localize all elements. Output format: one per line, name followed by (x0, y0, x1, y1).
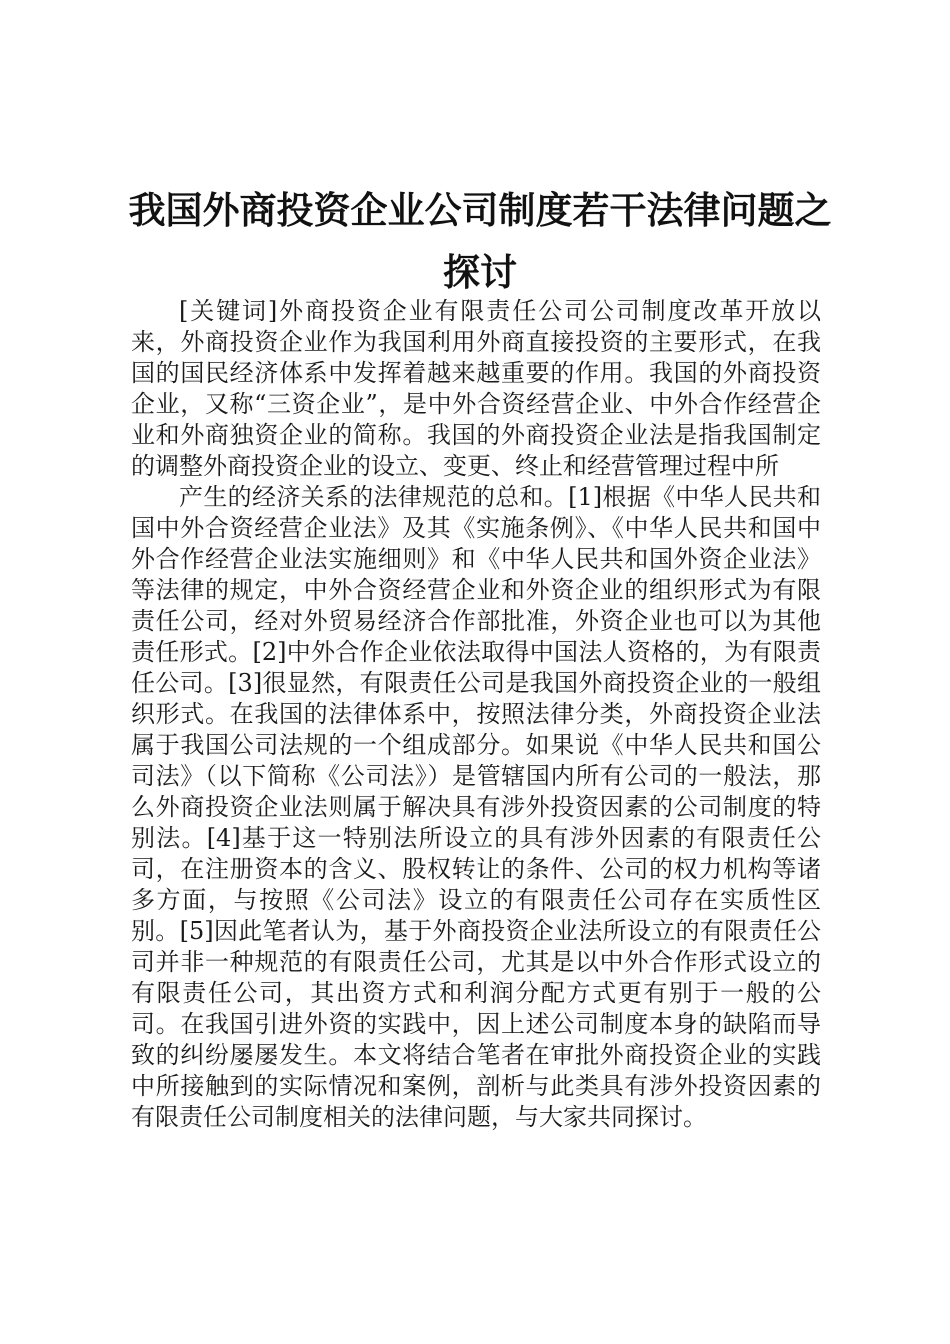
document-title: 我国外商投资企业公司制度若干法律问题之探讨 (128, 189, 832, 294)
paragraph-main-body: 产生的经济关系的法律规范的总和。[1]根据《中华人民共和国中外合资经营企业法》及其《实施条例》、《中华人民共和国中外合作经营企业法实施细则》和《中华人民共和国外资企业法》等法律的规定，中外合资经营企业和外资企业的组织形式为有限责任公司，经对外贸易经济合作部批准，外资企业也可以为其他责任形式。[2]中外合作企业依法取得中国法人资格的，为有限责任公司。[3]很显然，有限责任公司是我国外商投资企业的一般组织形式。在我国的法律体系中，按照法律分类，外商投资企业法属于我国公司法规的一个组成部分。如果说《中华人民共和国公司法》（以下简称《公司法》）是管辖国内所有公司的一般法，那么外商投资企业法则属于解决具有涉外投资因素的公司制度的特别法。[4]基于这一特别法所设立的具有涉外因素的有限责任公司，在注册资本的含义、股权转让的条件、公司的权力机构等诸多方面，与按照《公司法》设立的有限责任公司存在实质性区别。[5]因此笔者认为，基于外商投资企业法所设立的有限责任公司并非一种规范的有限责任公司，尤其是以中外合作形式设立的有限责任公司，其出资方式和利润分配方式更有别于一般的公司。在我国引进外资的实践中，因上述公司制度本身的缺陷而导致的纠纷屡屡发生。本文将结合笔者在审批外商投资企业的实践中所接触到的实际情况和案例，剖析与此类具有涉外投资因素的有限责任公司制度相关的法律问题，与大家共同探讨。 (131, 483, 821, 1131)
paragraph-keywords-intro: [关键词]外商投资企业有限责任公司公司制度改革开放以来，外商投资企业作为我国利用外商直接投资的主要形式，在我国的国民经济体系中发挥着越来越重要的作用。我国的外商投资企业，又称“三资企业”，是中外合资经营企业、中外合作经营企业和外商独资企业的简称。我国的外商投资企业法是指我国制定的调整外商投资企业的设立、变更、终止和经营管理过程中所 (131, 297, 821, 480)
document-body (131, 296, 821, 1133)
